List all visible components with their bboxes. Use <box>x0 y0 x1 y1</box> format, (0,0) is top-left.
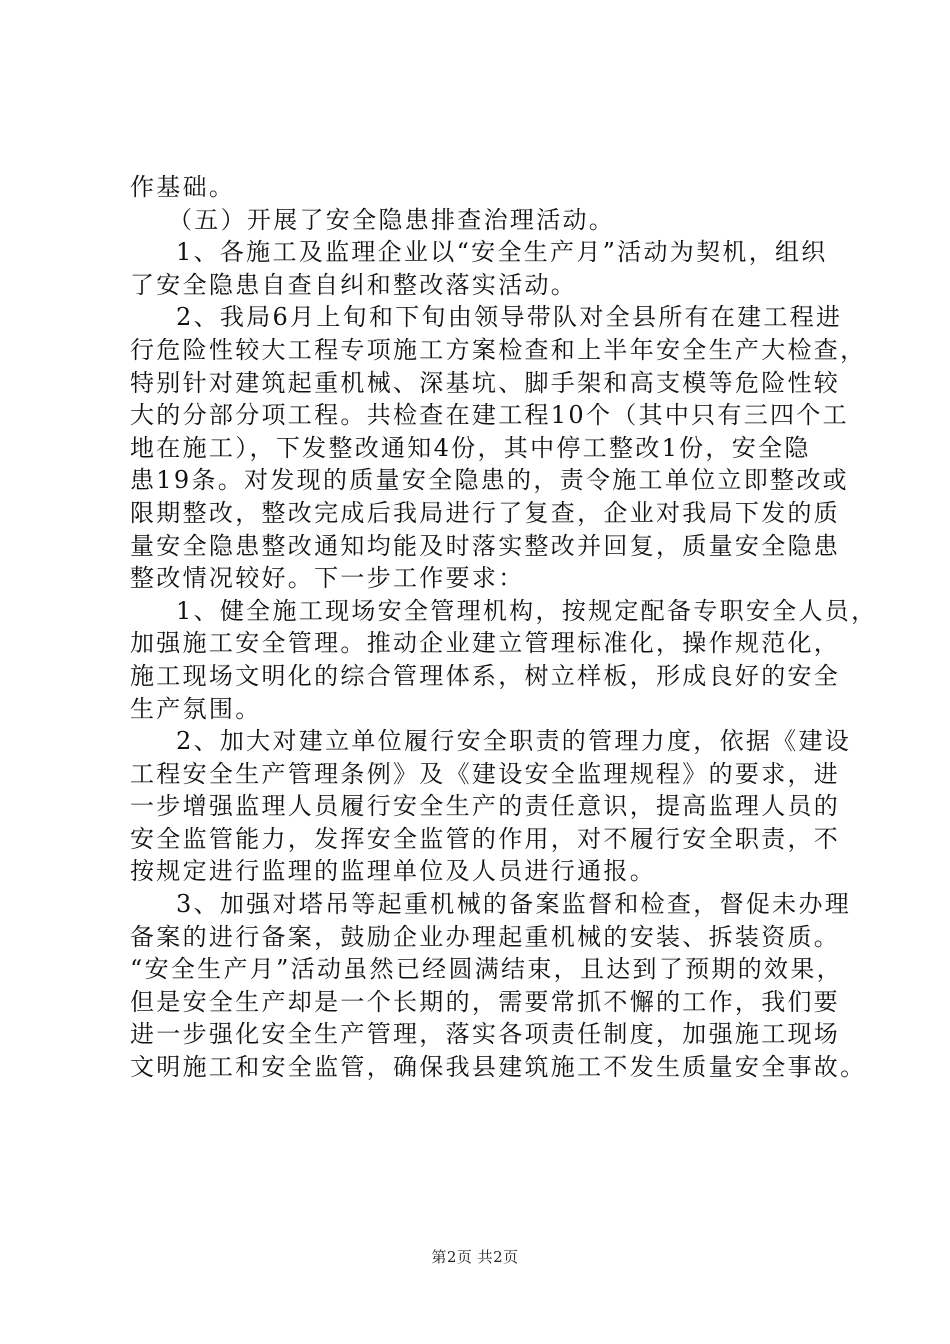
text-line: 地在施工），下发整改通知4份，其中停工整改1份，安全隐 <box>130 433 811 462</box>
text-line: 安全监管能力，发挥安全监管的作用，对不履行安全职责，不 <box>130 824 841 853</box>
text-line: 了安全隐患自查自纠和整改落实活动。 <box>130 270 578 299</box>
text-line: “安全生产月”活动虽然已经圆满结束，且达到了预期的效果， <box>130 955 843 984</box>
text-line: 限期整改，整改完成后我局进行了复查，企业对我局下发的质 <box>130 498 841 527</box>
text-line: 工程安全生产管理条例》及《建设安全监理规程》的要求，进 <box>130 759 841 788</box>
text-line: 施工现场文明化的综合管理体系，树立样板，形成良好的安全 <box>130 661 841 690</box>
text-line: 作基础。 <box>130 173 236 201</box>
text-line: 大的分部分项工程。共检查在建工程10个（其中只有三四个工 <box>130 401 849 430</box>
page-footer: 第2页 共2页 <box>431 1248 519 1266</box>
paragraph-start: 2、我局6月上旬和下旬由领导带队对全县所有在建工程进 <box>176 303 843 332</box>
text-line: 整改情况较好。下一步工作要求： <box>130 564 525 593</box>
text-line: 特别针对建筑起重机械、深基坑、脚手架和高支模等危险性较 <box>130 368 841 397</box>
paragraph-start: 3、加强对塔吊等起重机械的备案监督和检查，督促未办理 <box>176 890 852 919</box>
text-line: 但是安全生产却是一个长期的，需要常抓不懈的工作，我们要 <box>130 987 841 1016</box>
text-line: 加强施工安全管理。推动企业建立管理标准化，操作规范化， <box>130 629 841 658</box>
document-body <box>130 171 878 1084</box>
text-line: 行危险性较大工程专项施工方案检查和上半年安全生产大检查， <box>130 335 867 364</box>
text-line: 进一步强化安全生产管理，落实各项责任制度，加强施工现场 <box>130 1020 841 1049</box>
paragraph-start: 1、各施工及监理企业以“安全生产月”活动为契机，组织 <box>176 238 828 267</box>
text-line: 一步增强监理人员履行安全生产的责任意识，提高监理人员的 <box>130 792 841 821</box>
text-line: 生产氛围。 <box>130 694 262 723</box>
paragraph-start: 2、加大对建立单位履行安全职责的管理力度，依据《建设 <box>176 727 852 756</box>
text-line: 按规定进行监理的监理单位及人员进行通报。 <box>130 857 656 886</box>
section-heading: （五）开展了安全隐患排查治理活动。 <box>168 205 616 234</box>
paragraph-start: 1、健全施工现场安全管理机构，按规定配备专职安全人员， <box>176 596 878 625</box>
text-line: 备案的进行备案，鼓励企业办理起重机械的安装、拆装资质。 <box>130 922 841 951</box>
text-line: 文明施工和安全监管，确保我县建筑施工不发生质量安全事故。 <box>130 1053 867 1082</box>
text-line: 量安全隐患整改通知均能及时落实整改并回复，质量安全隐患 <box>130 531 841 560</box>
text-line: 患19条。对发现的质量安全隐患的，责令施工单位立即整改或 <box>130 466 849 495</box>
